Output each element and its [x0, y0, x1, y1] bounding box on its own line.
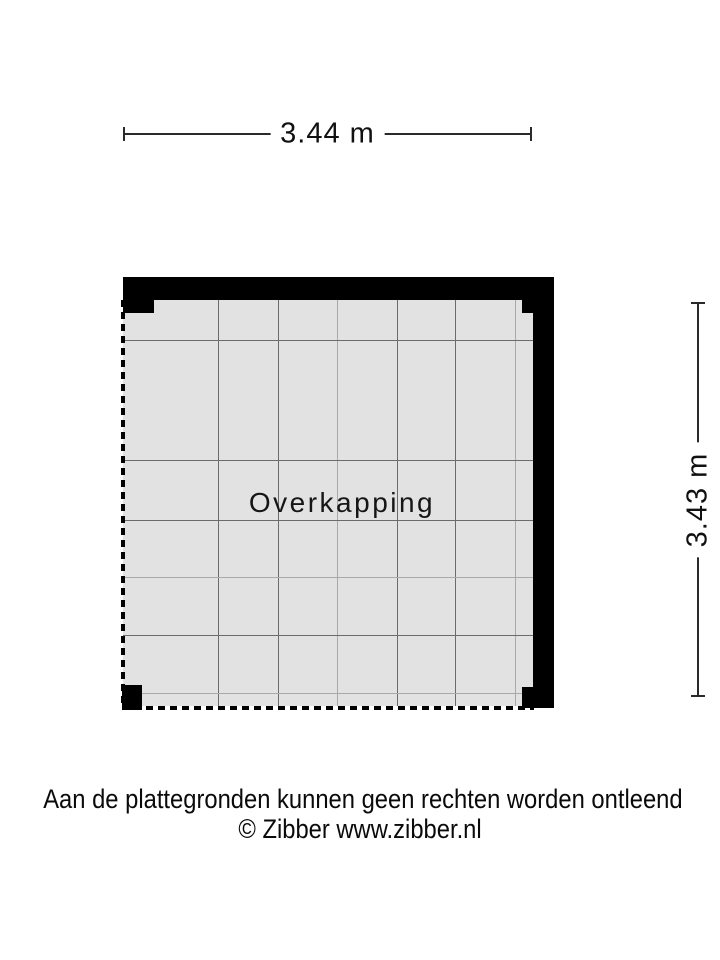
post-top-right — [522, 299, 533, 313]
grid-line — [123, 577, 533, 578]
dimension-right — [681, 302, 714, 697]
grid-line — [123, 635, 533, 636]
disclaimer-text: Aan de plattegronden kunnen geen rechten worden ontleend — [43, 784, 683, 814]
grid-line — [123, 693, 533, 694]
grid-line — [455, 297, 456, 706]
footer — [0, 784, 720, 844]
grid-line — [123, 460, 533, 461]
dimension-top — [123, 117, 532, 150]
dimension-tick-top — [691, 302, 705, 304]
height-dimension-label: 3.43 m — [682, 442, 715, 557]
open-edge-bottom — [122, 706, 534, 710]
dimension-tick-left — [123, 127, 125, 141]
wall-right — [533, 277, 554, 708]
post-bottom-left — [122, 685, 142, 710]
post-top-left — [123, 299, 154, 313]
grid-line — [218, 297, 219, 706]
dimension-tick-bottom — [691, 695, 705, 697]
post-bottom-right — [522, 687, 533, 708]
grid-line — [123, 520, 533, 521]
grid-line — [123, 340, 533, 341]
room-label: Overkapping — [248, 487, 436, 518]
open-edge-left — [121, 300, 125, 706]
credit-text: © Zibber www.zibber.nl — [238, 814, 482, 844]
wall-top — [123, 277, 554, 300]
dimension-tick-right — [530, 127, 532, 141]
grid-line — [515, 297, 516, 706]
floorplan-drawing — [122, 277, 555, 710]
width-dimension-label: 3.44 m — [270, 118, 385, 151]
